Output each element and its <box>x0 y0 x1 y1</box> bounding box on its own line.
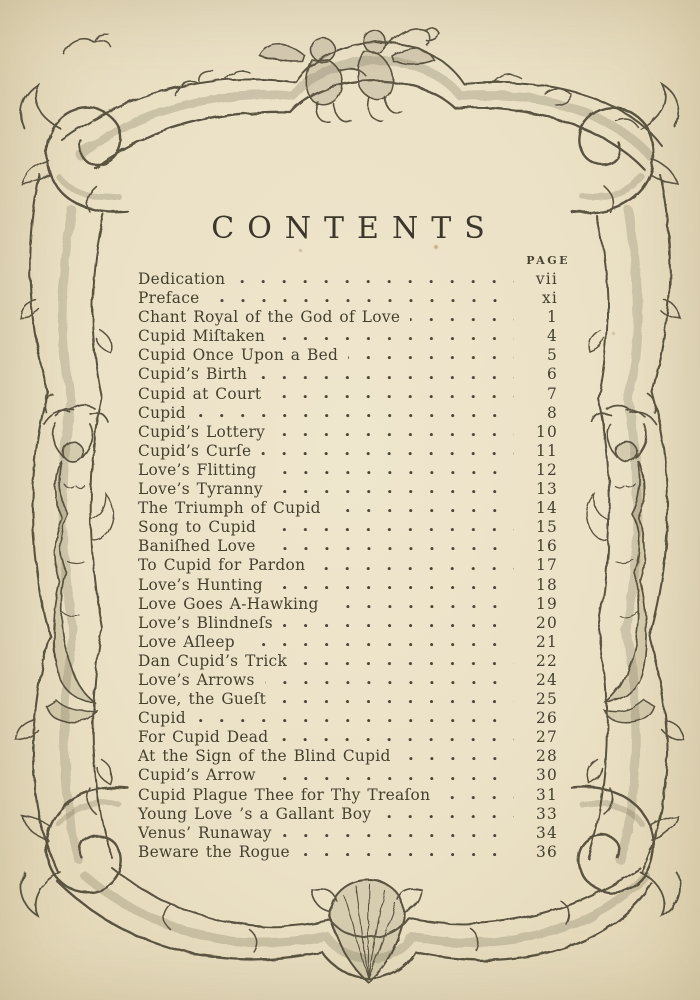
toc-entry-title: Love’s Hunting <box>138 575 263 594</box>
toc-entry-title: The Triumph of Cupid <box>138 499 321 518</box>
dot-leader <box>266 766 514 785</box>
toc-entry-page: 17 <box>536 556 558 575</box>
toc-entry-title: Cupid <box>138 403 186 422</box>
toc-entry-page: xi <box>541 289 558 308</box>
dot-leader <box>440 786 514 805</box>
toc-row <box>138 385 558 404</box>
toc-entry-page: 13 <box>536 480 558 499</box>
toc-entry-title: Cupid’s Curſe <box>138 441 252 460</box>
dot-leader <box>265 671 514 690</box>
toc-row <box>138 404 558 423</box>
toc-entry-page: 31 <box>536 785 558 804</box>
toc-row <box>138 537 558 556</box>
toc-entry-title: Baniſhed Love <box>138 537 256 556</box>
dot-leader <box>196 404 514 423</box>
toc-row <box>138 308 558 327</box>
toc-row <box>138 690 558 709</box>
toc-row <box>138 728 558 747</box>
page-title: CONTENTS <box>211 211 498 246</box>
dot-leader <box>315 556 514 575</box>
dot-leader <box>282 824 514 843</box>
toc-entry-title: Love’s Flitting <box>138 460 257 479</box>
toc-entry-title: Love Aſleep <box>138 632 235 651</box>
toc-entry-page: 4 <box>547 327 558 346</box>
toc-entry-title: Cupid <box>138 709 186 728</box>
dot-leader <box>283 614 514 633</box>
toc-row <box>138 633 558 652</box>
toc-row <box>138 786 558 805</box>
toc-entry-title: Cupid’s Arrow <box>138 766 256 785</box>
dot-leader <box>331 499 514 518</box>
dot-leader <box>266 518 514 537</box>
dot-leader <box>381 805 514 824</box>
toc-entry-title: Love’s Blindneſs <box>138 613 273 632</box>
toc-row <box>138 423 558 442</box>
dot-leader <box>276 690 514 709</box>
right-caryatid-ornament <box>586 394 656 722</box>
toc-row <box>138 556 558 575</box>
toc-list <box>138 270 558 862</box>
toc-entry-title: Young Love ’s a Gallant Boy <box>138 804 372 823</box>
toc-entry-page: 34 <box>536 823 558 842</box>
toc-entry-page: 36 <box>536 842 558 861</box>
dot-leader <box>275 327 514 346</box>
toc-row <box>138 652 558 671</box>
toc-entry-page: 24 <box>536 670 558 689</box>
toc-entry-page: 6 <box>547 365 558 384</box>
toc-row <box>138 461 558 480</box>
dot-leader <box>235 270 514 289</box>
toc-entry-title: Cupid at Court <box>138 384 262 403</box>
toc-entry-title: For Cupid Dead <box>138 728 269 747</box>
toc-entry-title: Beware the Rogue <box>138 842 290 861</box>
toc-entry-page: 5 <box>547 346 558 365</box>
dot-leader <box>300 843 514 862</box>
toc-entry-title: Cupid’s Birth <box>138 365 248 384</box>
toc-entry-title: Cupid Miſtaken <box>138 327 266 346</box>
dot-leader <box>245 633 514 652</box>
toc-entry-page: 10 <box>536 422 558 441</box>
left-caryatid-ornament <box>44 394 114 722</box>
dot-leader <box>348 346 514 365</box>
dot-leader <box>329 595 514 614</box>
dot-leader <box>266 537 514 556</box>
toc-entry-page: 21 <box>536 632 558 651</box>
toc-entry-title: Dedication <box>138 270 226 288</box>
toc-row <box>138 518 558 537</box>
toc-entry-page: 18 <box>536 575 558 594</box>
toc-entry-title: Song to Cupid <box>138 518 257 537</box>
dot-leader <box>271 385 514 404</box>
toc-entry-title: Cupid Once Upon a Bed <box>138 346 339 365</box>
toc-row <box>138 346 558 365</box>
toc-row <box>138 289 558 308</box>
foxing-speck <box>612 332 615 335</box>
toc-entry-title: Cupid Plague Thee for Thy Treaſon <box>138 785 431 804</box>
dot-leader <box>196 709 514 728</box>
toc-entry-title: At the Sign of the Blind Cupid <box>138 747 391 766</box>
toc-entry-title: Dan Cupid’s Trick <box>138 651 288 670</box>
toc-row <box>138 595 558 614</box>
toc-row <box>138 671 558 690</box>
toc-entry-page: 30 <box>536 766 558 785</box>
toc-entry-title: Love, the Gueſt <box>138 690 267 709</box>
dot-leader <box>275 423 514 442</box>
cherubs-ornament <box>260 29 440 123</box>
toc-entry-page: 14 <box>536 499 558 518</box>
toc-entry-page: 12 <box>536 460 558 479</box>
toc-entry-page: 15 <box>536 518 558 537</box>
toc-entry-title: Love Goes A-Hawking <box>138 594 319 613</box>
dot-leader <box>401 747 514 766</box>
toc-row <box>138 843 558 862</box>
toc-entry-title: Chant Royal of the God of Love <box>138 308 401 327</box>
toc-entry-title: Love’s Arrows <box>138 670 255 689</box>
toc-entry-page: 11 <box>536 441 558 460</box>
page-column-header: PAGE <box>526 254 570 267</box>
toc-entry-page: 8 <box>547 403 558 422</box>
toc-row <box>138 365 558 384</box>
toc-entry-page: 1 <box>547 308 558 327</box>
toc-entry-title: Love’s Tyranny <box>138 480 263 499</box>
dot-leader <box>273 576 514 595</box>
toc-row <box>138 576 558 595</box>
toc-entry-page: 19 <box>536 594 558 613</box>
toc-row <box>138 766 558 785</box>
toc-row <box>138 747 558 766</box>
toc-row <box>138 442 558 461</box>
toc-entry-page: 25 <box>536 690 558 709</box>
toc-row <box>138 805 558 824</box>
dot-leader <box>297 652 514 671</box>
toc-entry-title: Cupid’s Lottery <box>138 422 266 441</box>
toc-row <box>138 614 558 633</box>
toc-row <box>138 480 558 499</box>
toc-entry-title: Venus’ Runaway <box>138 823 272 842</box>
toc-row <box>138 499 558 518</box>
toc-entry-page: 16 <box>536 537 558 556</box>
dot-leader <box>257 365 514 384</box>
toc-entry-title: Preface <box>138 289 200 308</box>
toc-entry-page: 7 <box>547 384 558 403</box>
shell-cartouche-ornament <box>330 880 404 982</box>
toc-entry-page: 20 <box>536 613 558 632</box>
dot-leader <box>273 480 514 499</box>
dot-leader <box>278 728 514 747</box>
toc-row <box>138 270 558 289</box>
toc-entry-page: 28 <box>536 747 558 766</box>
toc-entry-page: vii <box>535 270 558 288</box>
toc-entry-page: 22 <box>536 651 558 670</box>
dot-leader <box>210 289 514 308</box>
dot-leader <box>267 461 514 480</box>
toc-entry-page: 26 <box>536 709 558 728</box>
toc-row <box>138 824 558 843</box>
toc-entry-title: To Cupid for Pardon <box>138 556 306 575</box>
dot-leader <box>261 442 514 461</box>
toc-row <box>138 327 558 346</box>
toc-entry-page: 33 <box>536 804 558 823</box>
toc-row <box>138 709 558 728</box>
contents-block <box>138 210 570 862</box>
dot-leader <box>410 308 514 327</box>
toc-entry-page: 27 <box>536 728 558 747</box>
